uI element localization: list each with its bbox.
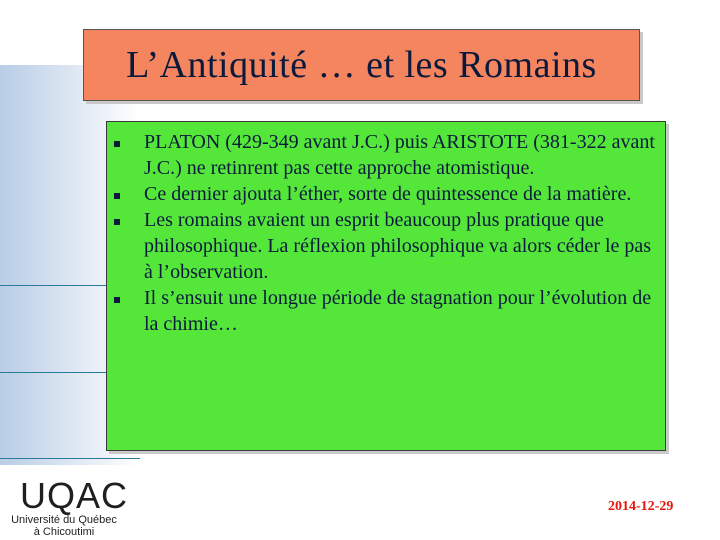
bullet-square-icon — [114, 193, 120, 199]
bullet-item — [107, 129, 665, 181]
bullet-square-icon — [114, 297, 120, 303]
bullet-square-icon — [114, 219, 120, 225]
logo-text: UQAC — [20, 475, 129, 516]
uqac-logo — [8, 475, 129, 538]
bullet-item — [107, 207, 665, 285]
slide-title: L’Antiquité … et les Romains — [126, 44, 597, 86]
bullet-item — [107, 285, 665, 337]
bullet-list — [107, 129, 665, 337]
bullet-text: Il s’ensuit une longue période de stagnation pour l’évolution de la chimie… — [144, 287, 652, 335]
bullet-text: Ce dernier ajouta l’éther, sorte de quintessence de la matière. — [144, 183, 632, 205]
logo-subtitle-line1: Université du Québec — [11, 514, 117, 526]
decorative-line — [0, 372, 110, 373]
decorative-line — [0, 285, 110, 286]
bullet-text: Les romains avaient un esprit beaucoup plus pratique que philosophique. La réflexion philosophique va alors céder le pas à l’observation. — [144, 209, 652, 283]
bullet-item — [107, 181, 665, 207]
content-box — [106, 121, 666, 451]
bullet-text: PLATON (429-349 avant J.C.) puis ARISTOTE (381-322 avant J.C.) ne retinrent pas cette approche atomistique. — [144, 131, 655, 179]
decorative-line — [0, 458, 140, 459]
title-box — [83, 29, 640, 101]
slide-date: 2014-12-29 — [608, 499, 674, 514]
logo-subtitle-line2: à Chicoutimi — [33, 526, 95, 538]
bullet-square-icon — [114, 141, 120, 147]
